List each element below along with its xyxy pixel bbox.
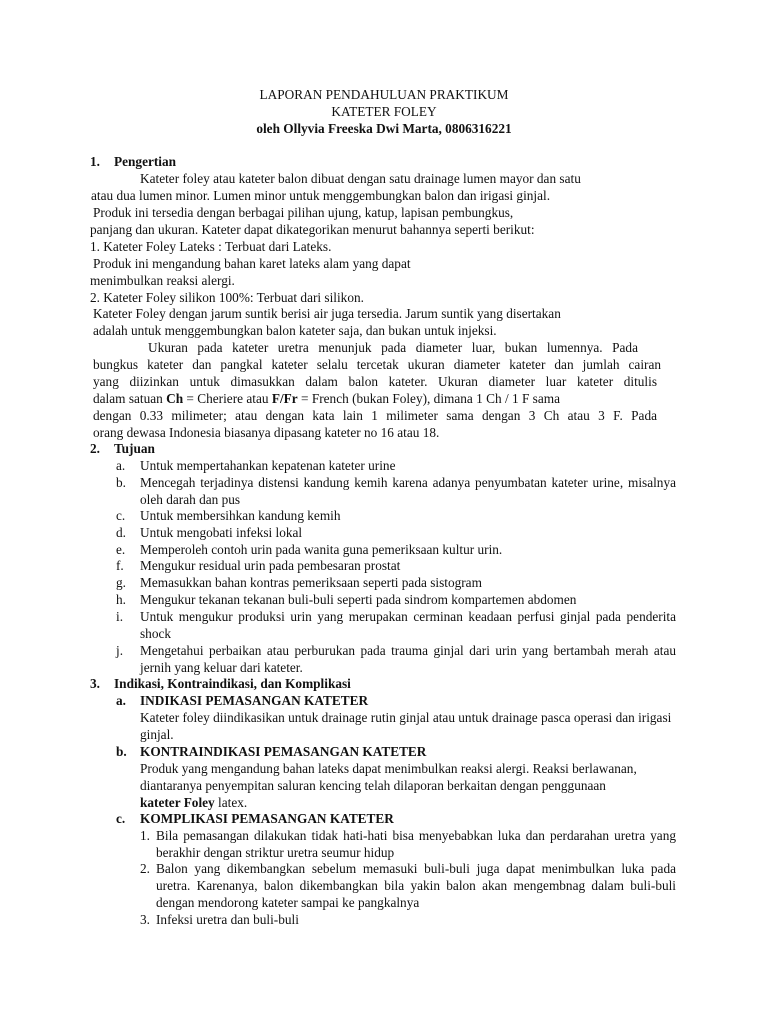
- subsection-b-marker: b.: [116, 744, 127, 759]
- section-2-heading: [90, 441, 155, 458]
- section-title: Tujuan: [114, 441, 155, 456]
- subsection-text: Kateter foley diindikasikan untuk drainage rutin ginjal atau untuk drainage pasca operasi dan irigasi ginjal.: [140, 710, 672, 742]
- list-marker: 3.: [140, 912, 150, 927]
- unit-fr: F/Fr: [271, 391, 298, 406]
- paragraph-line: yang diizinkan untuk dimasukkan dalam balon kateter. Ukuran diameter luar kateter ditulis: [93, 374, 657, 389]
- section-number: 2.: [90, 441, 100, 456]
- list-marker: d.: [116, 525, 126, 540]
- text-run: dalam satuan: [93, 391, 167, 406]
- list-marker: j.: [116, 643, 124, 658]
- bold-term: kateter Foley: [140, 794, 215, 810]
- text-run: = French (bukan Foley), dimana 1 Ch / 1 F sama: [297, 391, 560, 406]
- paragraph-line: Ukuran pada kateter uretra menunjuk pada diameter luar, bukan lumennya. Pada: [148, 340, 638, 355]
- paragraph-line: Produk ini tersedia dengan berbagai pilihan ujung, katup, lapisan pembungkus,: [93, 205, 514, 220]
- section-number: 3.: [90, 676, 100, 691]
- paragraph-line: Kateter foley atau kateter balon dibuat dengan satu drainage lumen mayor dan satu: [140, 171, 581, 186]
- list-item: Untuk mengobati infeksi lokal: [140, 525, 303, 540]
- paragraph-line: orang dewasa Indonesia biasanya dipasang kateter no 16 atau 18.: [93, 425, 440, 440]
- list-marker: f.: [116, 558, 124, 573]
- paragraph-line: adalah untuk menggembungkan balon kateter saja, dan bukan untuk injeksi.: [93, 323, 497, 338]
- paragraph-line: panjang dan ukuran. Kateter dapat dikategorikan menurut bahannya seperti berikut:: [90, 222, 535, 237]
- list-marker: 1.: [140, 828, 150, 843]
- subsection-text: [140, 761, 640, 811]
- list-item: Mengukur tekanan tekanan buli-buli seperti pada sindrom kompartemen abdomen: [140, 592, 577, 607]
- unit-ch: Ch: [166, 391, 184, 406]
- list-item: Untuk mengukur produksi urin yang merupakan cerminan keadaan perfusi ginjal pada penderita shock: [140, 609, 676, 641]
- text-run: latex.: [214, 794, 248, 810]
- list-marker: e.: [116, 542, 126, 557]
- paragraph-line: bungkus kateter dan pangkal kateter selalu tercetak ukuran diameter kateter dan jumlah cairan: [93, 357, 661, 372]
- list-marker: b.: [116, 475, 126, 490]
- subsection-heading-kontraindikasi: KONTRAINDIKASI PEMASANGAN KATETER: [140, 744, 427, 759]
- document-subtitle: KATETER FOLEY: [331, 104, 437, 119]
- section-3-heading: [90, 676, 351, 693]
- list-item: Untuk membersihkan kandung kemih: [140, 508, 341, 523]
- paragraph-line-units: [93, 391, 560, 408]
- list-item: Mencegah terjadinya distensi kandung kemih karena adanya penyumbatan kateter urine, misalnya oleh darah dan pus: [140, 475, 676, 507]
- list-item: Mengukur residual urin pada pembesaran prostat: [140, 558, 401, 573]
- section-number: 1.: [90, 154, 100, 169]
- list-item: Untuk mempertahankan kepatenan kateter urine: [140, 458, 396, 473]
- section-title: Pengertian: [114, 154, 177, 169]
- list-item: Infeksi uretra dan buli-buli: [156, 912, 299, 927]
- text-run: = Cheriere atau: [183, 391, 272, 406]
- subsection-c-marker: c.: [116, 811, 126, 826]
- list-item: Memasukkan bahan kontras pemeriksaan seperti pada sistogram: [140, 575, 482, 590]
- section-1-heading: [90, 154, 176, 171]
- paragraph-line: Kateter Foley dengan jarum suntik berisi air juga tersedia. Jarum suntik yang disertakan: [93, 306, 561, 321]
- list-marker: g.: [116, 575, 126, 590]
- subsection-heading-indikasi: INDIKASI PEMASANGAN KATETER: [140, 693, 369, 708]
- list-item: Balon yang dikembangkan sebelum memasuki buli-buli juga dapat menimbulkan luka pada uretra. Karenanya, balon dikembangkan bila yakin balon akan mengembnag dalam buli-buli dengan mendorong kateter sampai ke pangkalnya: [156, 861, 676, 910]
- paragraph-line: atau dua lumen minor. Lumen minor untuk menggembungkan balon dan irigasi ginjal.: [91, 188, 551, 203]
- paragraph-line: 1. Kateter Foley Lateks : Terbuat dari Lateks.: [90, 239, 332, 254]
- list-marker: a.: [116, 458, 126, 473]
- paragraph-line: menimbulkan reaksi alergi.: [90, 273, 235, 288]
- author-line: oleh Ollyvia Freeska Dwi Marta, 0806316221: [256, 121, 512, 136]
- list-item: Mengetahui perbaikan atau perburukan pada trauma ginjal dari urin yang bertambah merah atau jernih yang keluar dari kateter.: [140, 643, 676, 675]
- paragraph-line: Produk ini mengandung bahan karet lateks alam yang dapat: [93, 256, 411, 271]
- subsection-heading-komplikasi: KOMPLIKASI PEMASANGAN KATETER: [140, 811, 394, 826]
- document-title: LAPORAN PENDAHULUAN PRAKTIKUM: [259, 87, 509, 102]
- list-item: Bila pemasangan dilakukan tidak hati-hati bisa menyebabkan luka dan perdarahan uretra yang berakhir dengan striktur uretra seumur hidup: [156, 828, 676, 860]
- subsection-a-marker: a.: [116, 693, 126, 708]
- list-marker: h.: [116, 592, 126, 607]
- paragraph-line: 2. Kateter Foley silikon 100%: Terbuat dari silikon.: [90, 290, 364, 305]
- section-title: Indikasi, Kontraindikasi, dan Komplikasi: [114, 676, 351, 691]
- paragraph-line: dengan 0.33 milimeter; atau dengan kata lain 1 milimeter sama dengan 3 Ch atau 3 F. Pada: [93, 408, 657, 423]
- text-run: Produk yang mengandung bahan lateks dapat menimbulkan reaksi alergi. Reaksi berlawanan, diantaranya penyempitan saluran kencing telah dilaporan berkaitan dengan penggunaan: [140, 761, 637, 793]
- list-item: Memperoleh contoh urin pada wanita guna pemeriksaan kultur urin.: [140, 542, 503, 557]
- list-marker: i.: [116, 609, 124, 624]
- list-marker: c.: [116, 508, 126, 523]
- list-marker: 2.: [140, 861, 150, 876]
